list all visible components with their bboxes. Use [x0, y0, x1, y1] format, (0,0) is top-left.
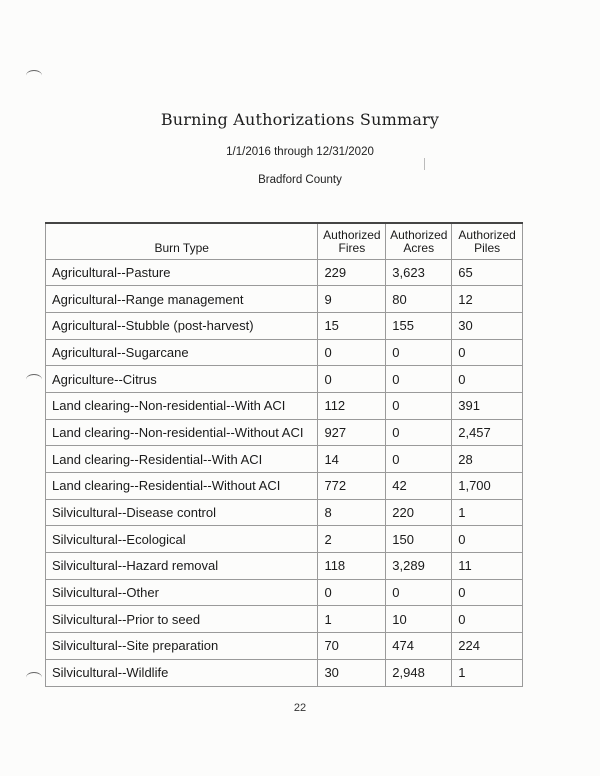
table-row: [46, 526, 523, 553]
cell-acres: 10: [386, 606, 452, 633]
table-row: [46, 659, 523, 686]
header-authorized-acres: Authorized Acres: [386, 223, 452, 259]
cell-acres: 0: [386, 339, 452, 366]
cell-acres: 42: [386, 473, 452, 500]
cell-piles: 1,700: [452, 473, 523, 500]
scan-mark-icon: [26, 672, 42, 683]
cell-burn-type: Agricultural--Pasture: [46, 259, 318, 286]
cell-piles: 0: [452, 579, 523, 606]
cell-fires: 118: [318, 553, 386, 580]
cell-piles: 0: [452, 526, 523, 553]
table-row: [46, 286, 523, 313]
table-row: [46, 446, 523, 473]
table-header-row: [46, 223, 523, 259]
cell-acres: 150: [386, 526, 452, 553]
cell-fires: 0: [318, 339, 386, 366]
cell-fires: 8: [318, 499, 386, 526]
cell-piles: 224: [452, 633, 523, 660]
page-number: 22: [293, 702, 307, 714]
cell-fires: 70: [318, 633, 386, 660]
table-row: [46, 259, 523, 286]
cell-fires: 0: [318, 366, 386, 393]
cell-fires: 2: [318, 526, 386, 553]
cell-burn-type: Agricultural--Range management: [46, 286, 318, 313]
cell-fires: 1: [318, 606, 386, 633]
header-authorized-fires: Authorized Fires: [318, 223, 386, 259]
cell-fires: 14: [318, 446, 386, 473]
cell-piles: 28: [452, 446, 523, 473]
cell-fires: 927: [318, 419, 386, 446]
cell-fires: 30: [318, 659, 386, 686]
cell-burn-type: Silvicultural--Site preparation: [46, 633, 318, 660]
cell-burn-type: Land clearing--Non-residential--Without ACI: [46, 419, 318, 446]
cell-burn-type: Silvicultural--Ecological: [46, 526, 318, 553]
cell-burn-type: Land clearing--Non-residential--With ACI: [46, 392, 318, 419]
cell-burn-type: Land clearing--Residential--With ACI: [46, 446, 318, 473]
cell-acres: 3,289: [386, 553, 452, 580]
table-row: [46, 339, 523, 366]
table-row: [46, 312, 523, 339]
table-row: [46, 392, 523, 419]
cell-acres: 474: [386, 633, 452, 660]
scan-mark-icon: [26, 374, 42, 385]
table-row: [46, 633, 523, 660]
cell-piles: 2,457: [452, 419, 523, 446]
page-title: Burning Authorizations Summary: [160, 110, 440, 129]
cell-acres: 0: [386, 579, 452, 606]
cell-piles: 0: [452, 606, 523, 633]
cell-acres: 220: [386, 499, 452, 526]
table-row: [46, 419, 523, 446]
cell-burn-type: Silvicultural--Disease control: [46, 499, 318, 526]
cell-piles: 391: [452, 392, 523, 419]
cell-piles: 11: [452, 553, 523, 580]
table-row: [46, 366, 523, 393]
cell-piles: 30: [452, 312, 523, 339]
table-row: [46, 473, 523, 500]
cell-acres: 2,948: [386, 659, 452, 686]
cell-burn-type: Agriculture--Citrus: [46, 366, 318, 393]
burn-summary-table: [45, 222, 523, 687]
cell-piles: 12: [452, 286, 523, 313]
table-row: [46, 579, 523, 606]
cell-piles: 0: [452, 339, 523, 366]
cell-fires: 772: [318, 473, 386, 500]
header-burn-type: Burn Type: [46, 223, 318, 259]
cell-acres: 80: [386, 286, 452, 313]
cell-burn-type: Silvicultural--Wildlife: [46, 659, 318, 686]
table-row: [46, 606, 523, 633]
cell-piles: 1: [452, 499, 523, 526]
cell-burn-type: Silvicultural--Prior to seed: [46, 606, 318, 633]
county-name: Bradford County: [258, 174, 342, 186]
cell-piles: 1: [452, 659, 523, 686]
scan-mark-icon: [26, 70, 42, 81]
cell-piles: 65: [452, 259, 523, 286]
cell-fires: 0: [318, 579, 386, 606]
cell-fires: 229: [318, 259, 386, 286]
cell-burn-type: Agricultural--Stubble (post-harvest): [46, 312, 318, 339]
scan-speck: [424, 158, 425, 170]
cell-burn-type: Land clearing--Residential--Without ACI: [46, 473, 318, 500]
table-row: [46, 499, 523, 526]
cell-acres: 0: [386, 366, 452, 393]
table-row: [46, 553, 523, 580]
date-range: 1/1/2016 through 12/31/2020: [226, 146, 374, 158]
cell-fires: 112: [318, 392, 386, 419]
cell-acres: 3,623: [386, 259, 452, 286]
cell-fires: 9: [318, 286, 386, 313]
cell-burn-type: Silvicultural--Other: [46, 579, 318, 606]
header-authorized-piles: Authorized Piles: [452, 223, 523, 259]
cell-acres: 0: [386, 392, 452, 419]
cell-burn-type: Silvicultural--Hazard removal: [46, 553, 318, 580]
cell-acres: 155: [386, 312, 452, 339]
cell-burn-type: Agricultural--Sugarcane: [46, 339, 318, 366]
cell-acres: 0: [386, 446, 452, 473]
cell-acres: 0: [386, 419, 452, 446]
cell-piles: 0: [452, 366, 523, 393]
cell-fires: 15: [318, 312, 386, 339]
